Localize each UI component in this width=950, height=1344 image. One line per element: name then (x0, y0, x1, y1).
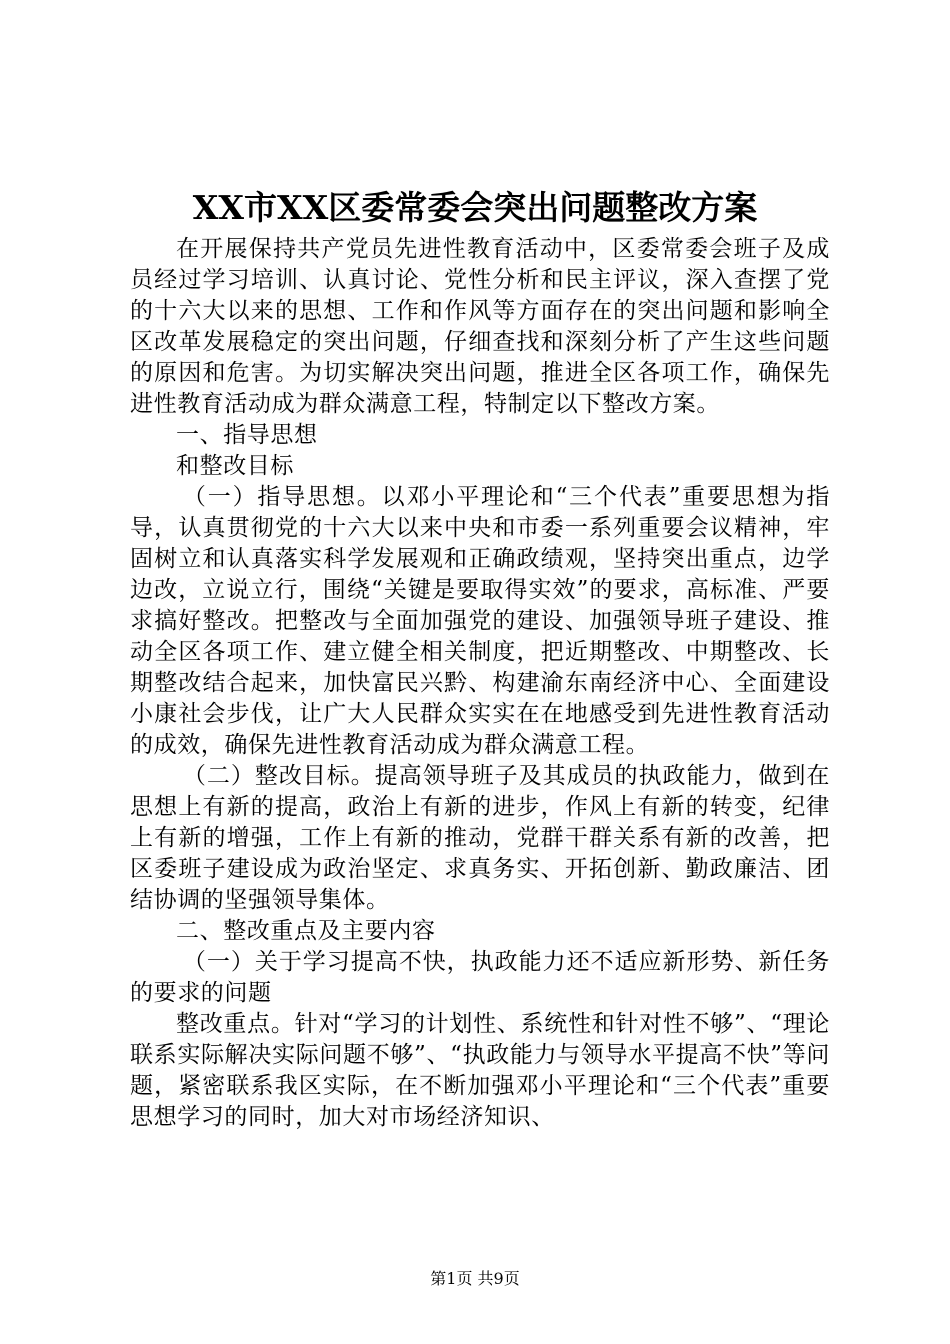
section-heading-1: 一、指导思想 (176, 422, 318, 448)
paragraph-rectification-focus: 整改重点。针对“学习的计划性、系统性和针对性不够”、“理论联系实际解决实际问题不够”、“执政能力与领导水平提高不快”等问题，紧密联系我区实际，在不断加强邓小平理论和“三个代表”重要思想学习的同时，加大对市场经济知识、 (130, 1011, 830, 1130)
document-title: XX市XX区委常委会突出问题整改方案 (192, 188, 758, 227)
section-heading-2: 二、整改重点及主要内容 (176, 918, 436, 944)
paragraph-subheading-learning: （一）关于学习提高不快，执政能力还不适应新形势、新任务的要求的问题 (130, 949, 830, 1006)
section-heading-1-cont: 和整改目标 (176, 453, 294, 479)
page-footer: 第1页 共9页 (430, 1269, 520, 1288)
paragraph-guiding-thought: （一）指导思想。以邓小平理论和“三个代表”重要思想为指导，认真贯彻党的十六大以来中央和市委一系列重要会议精神，牢固树立和认真落实科学发展观和正确政绩观，坚持突出重点，边学边改，立说立行，围绕“关键是要取得实效”的要求，高标准、严要求搞好整改。把整改与全面加强党的建设、加强领导班子建设、推动全区各项工作、建立健全相关制度，把近期整改、中期整改、长期整改结合起来，加快富民兴黔、构建渝东南经济中心、全面建设小康社会步伐，让广大人民群众实实在在地感受到先进性教育活动的成效，确保先进性教育活动成为群众满意工程。 (130, 484, 830, 758)
paragraph-rectification-goal: （二）整改目标。提高领导班子及其成员的执政能力，做到在思想上有新的提高，政治上有新的进步，作风上有新的转变，纪律上有新的增强，工作上有新的推动，党群干群关系有新的改善，把区委班子建设成为政治坚定、求真务实、开拓创新、勤政廉洁、团结协调的坚强领导集体。 (130, 763, 830, 913)
paragraph-intro: 在开展保持共产党员先进性教育活动中，区委常委会班子及成员经过学习培训、认真讨论、党性分析和民主评议，深入查摆了党的十六大以来的思想、工作和作风等方面存在的突出问题和影响全区改革发展稳定的突出问题，仔细查找和深刻分析了产生这些问题的原因和危害。为切实解决突出问题，推进全区各项工作，确保先进性教育活动成为群众满意工程，特制定以下整改方案。 (130, 236, 830, 417)
document-body (130, 234, 830, 1133)
